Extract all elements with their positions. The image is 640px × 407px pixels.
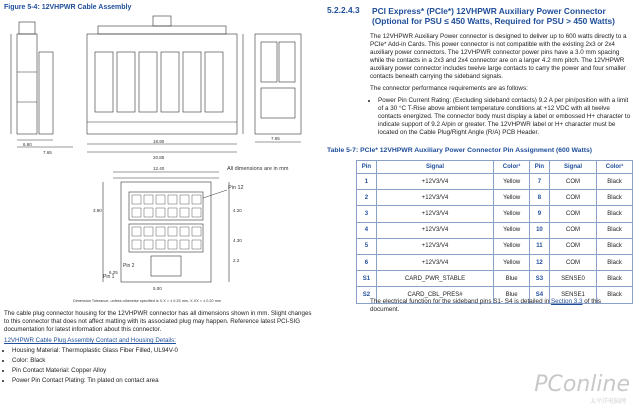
requirements-list: [370, 97, 632, 137]
table-cell: Yellow: [494, 254, 530, 270]
column-header: Pin: [357, 161, 377, 174]
table-cell: S2: [357, 287, 377, 303]
table-row: [357, 190, 633, 206]
dimensions-note: All dimensions are in mm: [227, 166, 289, 172]
cable-assembly-drawing: [3, 12, 321, 307]
table-cell: COM: [549, 254, 596, 270]
list-item: • Power Pin Current Rating: (Excluding sideband contacts) 9.2 A per pin/position with a limit of a 30 °C T-Rise above ambient temperature conditions at +12 VDC with all twelve contacts energized. The connector body must display a label or embossed H+ character to indicate support of 9.2 A/pin or greater. The 12VHPWR label or H+ character must be located on the Cable Plug/Right Angle (R/A) PCB Header.: [378, 97, 632, 137]
tolerance-note: Dimension Tolerance, unless otherwise specified is X.X = ± 0.25 mm, X.XX = ± 0.20 mm: [73, 299, 222, 303]
column-header: Signal: [549, 161, 596, 174]
left-text-block: [4, 310, 316, 387]
sideband-note: [370, 298, 632, 314]
table-cell: Yellow: [494, 206, 530, 222]
pin2-label: Pin 2: [123, 263, 135, 269]
table-cell: CARD_PWR_STABLE: [376, 271, 493, 287]
dim-label: 3.90: [93, 208, 102, 213]
table-cell: Yellow: [494, 174, 530, 190]
body-paragraph: The 12VHPWR Auxiliary Power connector is designed to deliver up to 600 watts directly to a PCIe* Add-in Cards. This power connector is not compatible with the existing 2x3 or 2x4 auxiliary power connectors. The 12VHPWR connector power pins have a 3.0 mm spacing while the contacts in a 2x3 and 2x4 connector are on a larger 4.2 mm pitch. The 12VHPWR auxiliary power connector includes twelve large contacts to carry the power and four smaller contacts beneath carrying the sideband signals.: [370, 33, 627, 80]
table-cell: COM: [549, 174, 596, 190]
table-cell: S3: [530, 271, 550, 287]
dim-label: 6.90: [23, 142, 32, 147]
table-cell: Black: [597, 206, 633, 222]
pin1-label: Pin 1: [103, 274, 115, 280]
table-cell: 10: [530, 222, 550, 238]
table-cell: Black: [597, 238, 633, 254]
table-header-row: [357, 161, 633, 174]
list-item: • Pin Contact Material: Copper Alloy: [12, 367, 316, 375]
table-cell: Black: [597, 222, 633, 238]
column-header: Color¹: [494, 161, 530, 174]
table-cell: +12V3/V4: [376, 190, 493, 206]
dim-label: 6.25: [109, 270, 118, 275]
table-cell: 3: [357, 206, 377, 222]
body-paragraph: The connector performance requirements are as follows:: [370, 85, 528, 92]
table-row: [357, 206, 633, 222]
dim-label: 18.90: [153, 139, 165, 144]
table-cell: SENSE1: [549, 287, 596, 303]
table-cell: Black: [597, 254, 633, 270]
table-cell: 7: [530, 174, 550, 190]
note-text: of this document.: [370, 298, 602, 313]
spec-list: [4, 347, 316, 385]
table-cell: Yellow: [494, 222, 530, 238]
table-cell: SENSE0: [549, 271, 596, 287]
section-number: 5.2.2.4.3: [327, 5, 360, 15]
table-cell: 12: [530, 254, 550, 270]
table-cell: +12V3/V4: [376, 222, 493, 238]
dim-label: 20.85: [153, 155, 165, 160]
dim-label: 5.00: [153, 286, 162, 291]
list-item: • Housing Material: Thermoplastic Glass Fiber Filled, UL94V-0: [12, 347, 316, 355]
list-item: • Power Pin Contact Plating: Tin plated on contact area: [12, 377, 316, 385]
pin-assignment-table: [356, 160, 633, 304]
table-cell: 11: [530, 238, 550, 254]
table-cell: S4: [530, 287, 550, 303]
pin12-label: Pin 12: [228, 185, 244, 191]
table-cell: COM: [549, 190, 596, 206]
table-cell: Blue: [494, 271, 530, 287]
section-link[interactable]: Section 3.3: [550, 298, 583, 305]
dim-label: 7.65: [271, 136, 280, 141]
list-item: • Color: Black: [12, 357, 316, 365]
dim-label: 12.40: [153, 166, 165, 171]
dim-label: 4.20: [233, 208, 242, 213]
column-header: Signal: [376, 161, 493, 174]
table-cell: COM: [549, 222, 596, 238]
column-header: Pin: [530, 161, 550, 174]
dim-label: 2.2: [233, 258, 240, 263]
dim-label: 4.30: [233, 238, 242, 243]
table-cell: 8: [530, 190, 550, 206]
table-cell: Black: [597, 271, 633, 287]
table-cell: Black: [597, 190, 633, 206]
dim-label: 7.65: [43, 150, 52, 155]
table-cell: +12V3/V4: [376, 254, 493, 270]
note-text: The electrical function for the sideband pins S1- S4 is detailed in: [370, 298, 551, 305]
table-cell: S1: [357, 271, 377, 287]
table-cell: +12V3/V4: [376, 206, 493, 222]
table-cell: 4: [357, 222, 377, 238]
table-cell: COM: [549, 238, 596, 254]
table-row: [357, 238, 633, 254]
table-row: [357, 271, 633, 287]
table-cell: 1: [357, 174, 377, 190]
column-header: Color¹: [597, 161, 633, 174]
table-row: [357, 222, 633, 238]
table-cell: Blue: [494, 287, 530, 303]
section-body: [370, 33, 632, 137]
table-cell: 5: [357, 238, 377, 254]
table-cell: COM: [549, 206, 596, 222]
section-title: PCI Express* (PCIe*) 12VHPWR Auxiliary Power Connector (Optional for PSU ≤ 450 Watts, Required for PSU > 450 Watts): [372, 6, 615, 26]
table-cell: +12V3/V4: [376, 238, 493, 254]
watermark-logo: PConline: [534, 372, 630, 397]
watermark-subtitle: 太平洋电脑网: [589, 399, 626, 405]
table-cell: +12V3/V4: [376, 174, 493, 190]
table-cell: Black: [597, 287, 633, 303]
table-cell: Yellow: [494, 238, 530, 254]
figure-caption: Figure 5-4: 12VHPWR Cable Assembly: [4, 4, 132, 11]
table-cell: Black: [597, 174, 633, 190]
table-cell: CARD_CBL_PRES#: [376, 287, 493, 303]
table-cell: 9: [530, 206, 550, 222]
table-cell: Yellow: [494, 190, 530, 206]
table-row: [357, 254, 633, 270]
table-row: [357, 174, 633, 190]
table-cell: 2: [357, 190, 377, 206]
spec-heading: 12VHPWR Cable Plug Assembly Contact and Housing Details:: [4, 337, 176, 344]
table-caption: Table 5-7: PCIe* 12VHPWR Auxiliary Power Connector Pin Assignment (600 Watts): [327, 147, 593, 154]
description-paragraph: The cable plug connector housing for the 12VHPWR connector has all dimensions shown in mm. Slight changes to this connector that does not affect matting with its associated plug may happen. Reference latest PCI-SIG documentation for latest information about this connector.: [4, 310, 312, 333]
table-cell: 6: [357, 254, 377, 270]
